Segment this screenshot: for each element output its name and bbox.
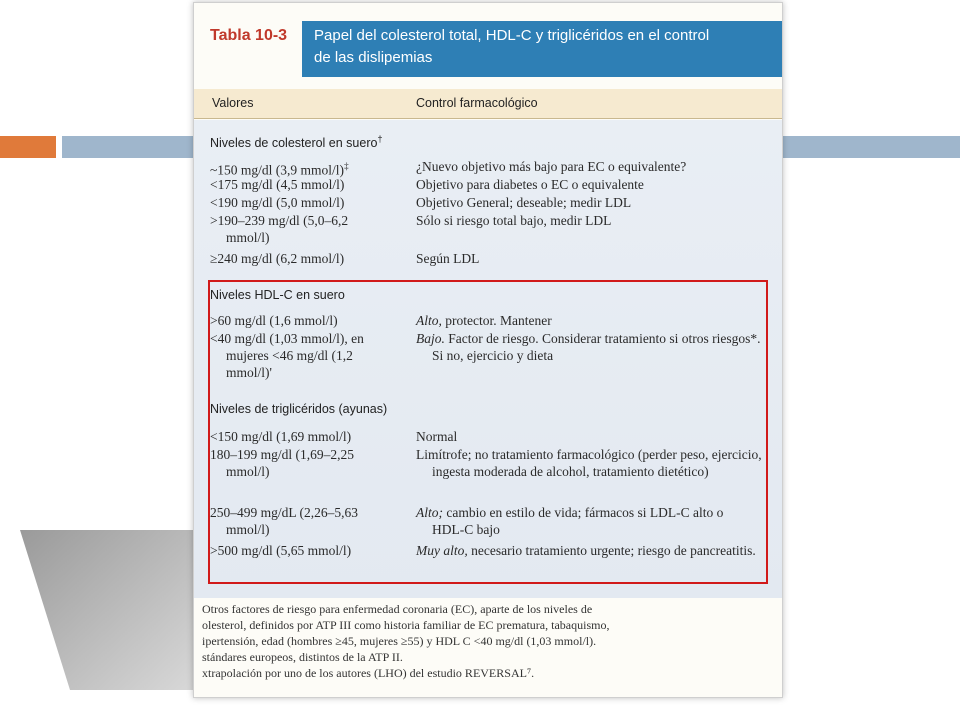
row-control: Muy alto, necesario tratamiento urgente; riesgo de pancreatitis.	[416, 543, 756, 558]
row-value: >190–239 mg/dl (5,0–6,2 mmol/l)	[210, 213, 349, 245]
row-value: 180–199 mg/dl (1,69–2,25 mmol/l)	[210, 447, 354, 479]
footnote-line: Otros factores de riesgo para enfermedad coronaria (EC), aparte de los niveles de	[202, 602, 593, 616]
row-control: Sólo si riesgo total bajo, medir LDL	[416, 213, 612, 228]
table-number: Tabla 10-3	[210, 27, 288, 44]
table-body	[194, 120, 783, 598]
row-control: Alto; cambio en estilo de vida; fármacos si LDL-C alto o HDL-C bajo	[416, 505, 724, 537]
row-value: >60 mg/dl (1,6 mmol/l)	[210, 313, 338, 328]
slide-accent-blue-left	[62, 136, 212, 158]
section-title-triglycerides: Niveles de triglicéridos (ayunas)	[210, 402, 388, 416]
table-header-row	[194, 89, 783, 119]
table-document	[193, 2, 783, 698]
row-value: ≥240 mg/dl (6,2 mmol/l)	[210, 251, 345, 266]
row-control: Limítrofe; no tratamiento farmacológico (perder peso, ejercicio, ingesta moderada de alcohol, tratamiento dietético)	[416, 447, 762, 479]
row-value: <150 mg/dl (1,69 mmol/l)	[210, 429, 352, 444]
row-value: 250–499 mg/dL (2,26–5,63 mmol/l)	[210, 505, 358, 537]
row-control: Bajo. Factor de riesgo. Considerar tratamiento si otros riesgos*. Si no, ejercicio y dieta	[416, 331, 761, 363]
row-value: <190 mg/dl (5,0 mmol/l)	[210, 195, 345, 210]
row-control: Alto, protector. Mantener	[416, 313, 552, 328]
row-value: <175 mg/dl (4,5 mmol/l)	[210, 177, 345, 192]
row-control: Objetivo para diabetes o EC o equivalente	[416, 177, 644, 192]
section-title-hdl: Niveles HDL-C en suero	[210, 288, 345, 302]
footnote-line: stándares europeos, distintos de la ATP II.	[202, 650, 403, 664]
footnote-line: olesterol, definidos por ATP III como historia familiar de EC prematura, tabaquismo,	[202, 618, 610, 632]
slide-accent-orange	[0, 136, 56, 158]
footnote-line: ipertensión, edad (hombres ≥45, mujeres ≥55) y HDL C <40 mg/dl (1,03 mmol/l).	[202, 634, 597, 648]
header-control: Control farmacológico	[416, 96, 538, 110]
row-control: Normal	[416, 429, 458, 444]
table-footnotes	[202, 601, 780, 681]
footnote-line: xtrapolación por uno de los autores (LHO) del estudio REVERSAL⁷.	[202, 666, 535, 680]
row-control: ¿Nuevo objetivo más bajo para EC o equivalente?	[416, 159, 687, 174]
row-control: Objetivo General; deseable; medir LDL	[416, 195, 632, 210]
row-value: >500 mg/dl (5,65 mmol/l)	[210, 543, 352, 558]
row-value: ~150 mg/dl (3,9 mmol/l)‡	[210, 161, 349, 178]
table-title	[302, 21, 783, 77]
table-title-line-2: de las dislipemias	[314, 49, 433, 66]
table-title-row	[194, 21, 783, 77]
row-control: Según LDL	[416, 251, 480, 266]
table-title-line-1: Papel del colesterol total, HDL-C y triglicéridos en el control	[314, 27, 710, 44]
header-values: Valores	[212, 96, 254, 110]
row-value: <40 mg/dl (1,03 mmol/l), en mujeres <46 mg/dl (1,2 mmol/l)'	[210, 331, 364, 380]
section-title-cholesterol: Niveles de colesterol en suero†	[210, 134, 383, 151]
slide-accent-blue-right	[776, 136, 960, 158]
